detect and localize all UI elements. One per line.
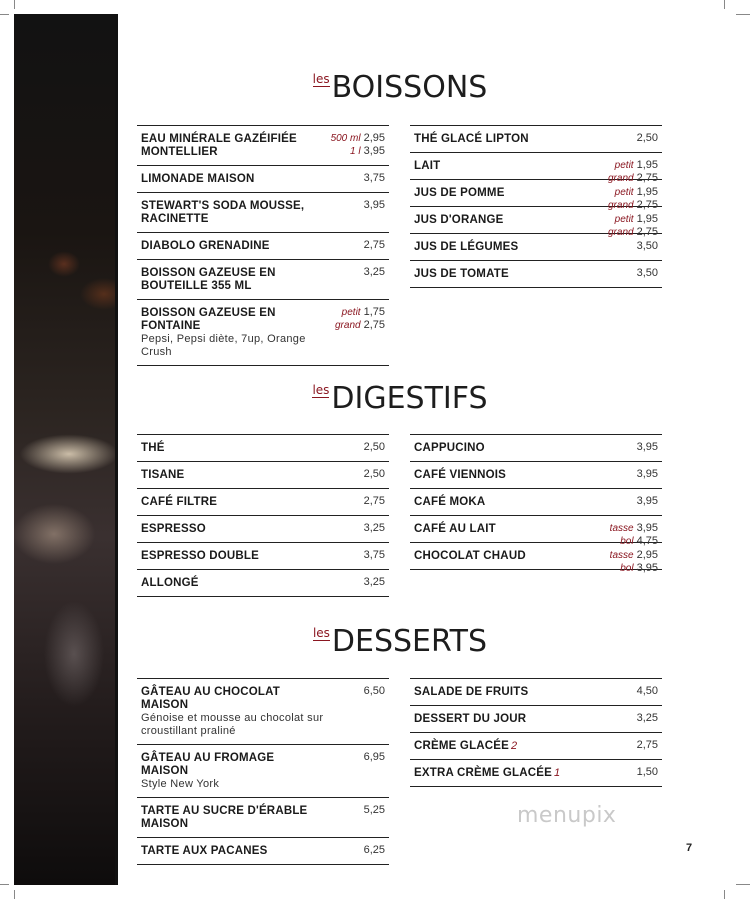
menu-item-description: Style New York bbox=[141, 778, 220, 790]
price-size-label: grand bbox=[335, 320, 361, 331]
menu-item-name-text: LIMONADE MAISON bbox=[141, 173, 255, 185]
menu-item-prices bbox=[637, 132, 658, 145]
menu-item bbox=[137, 798, 389, 838]
menu-item-prices bbox=[364, 844, 385, 857]
menu-item-name bbox=[414, 740, 589, 753]
menu-item-name bbox=[141, 469, 316, 482]
photo-edge bbox=[115, 14, 118, 885]
price-value: 1,75 bbox=[363, 306, 385, 318]
menu-item-name-text: SALADE DE FRUITS bbox=[414, 686, 529, 698]
digestifs-left-column bbox=[137, 434, 389, 597]
menu-item-name-text: TARTE AUX PACANES bbox=[141, 845, 268, 857]
menu-item bbox=[410, 760, 662, 787]
price-value: 3,25 bbox=[363, 576, 385, 588]
price-line bbox=[364, 549, 385, 562]
price-line bbox=[608, 159, 658, 172]
price-line bbox=[331, 145, 385, 158]
menu-item-prices bbox=[364, 441, 385, 454]
section-prefix: les bbox=[312, 626, 330, 640]
menu-item bbox=[410, 153, 662, 184]
price-value: 2,75 bbox=[636, 226, 658, 238]
crop-mark bbox=[736, 14, 750, 15]
menu-item-name-text: LAIT bbox=[414, 160, 441, 172]
menu-item-name bbox=[141, 550, 316, 563]
crop-mark bbox=[724, 890, 725, 899]
price-line bbox=[637, 766, 658, 779]
menu-item-name bbox=[141, 267, 316, 293]
price-line bbox=[364, 441, 385, 454]
menu-item-name-text: BOISSON GAZEUSE EN FONTAINE bbox=[141, 307, 276, 332]
boissons-left-column bbox=[137, 125, 389, 366]
price-line bbox=[364, 685, 385, 698]
menu-item bbox=[410, 180, 662, 211]
menu-item-prices bbox=[364, 522, 385, 535]
price-value: 1,95 bbox=[636, 186, 658, 198]
desserts-left-column bbox=[137, 678, 389, 865]
boissons-right-column bbox=[410, 125, 662, 288]
menu-item-prices bbox=[364, 239, 385, 252]
menu-item-name bbox=[414, 686, 589, 699]
menu-item-name bbox=[141, 307, 316, 333]
menu-item bbox=[410, 489, 662, 516]
menu-item-name bbox=[141, 240, 316, 253]
price-line bbox=[364, 844, 385, 857]
menu-item-name-text: DESSERT DU JOUR bbox=[414, 713, 527, 725]
menu-item-name-text: ALLONGÉ bbox=[141, 577, 199, 589]
crop-mark bbox=[14, 0, 15, 9]
menu-item-name bbox=[414, 214, 589, 227]
price-line bbox=[364, 751, 385, 764]
menu-item-name bbox=[141, 496, 316, 509]
menu-item-prices bbox=[637, 441, 658, 454]
menu-item bbox=[137, 166, 389, 193]
price-line bbox=[608, 186, 658, 199]
price-value: 1,95 bbox=[636, 213, 658, 225]
menu-item-name bbox=[414, 550, 589, 563]
menu-item-prices bbox=[637, 739, 658, 752]
price-line bbox=[610, 549, 658, 562]
menu-item-description: Génoise et mousse au chocolat sur croustillant praliné bbox=[141, 712, 324, 737]
menu-item bbox=[410, 261, 662, 288]
menu-item bbox=[410, 706, 662, 733]
menu-item-prices bbox=[610, 549, 658, 575]
price-line bbox=[364, 239, 385, 252]
menu-item bbox=[410, 679, 662, 706]
price-line bbox=[637, 240, 658, 253]
menu-item-name bbox=[414, 496, 589, 509]
price-size-label: petit bbox=[341, 307, 361, 318]
price-value: 3,95 bbox=[636, 441, 658, 453]
price-value: 2,75 bbox=[363, 319, 385, 331]
price-value: 3,95 bbox=[636, 495, 658, 507]
menu-item-name bbox=[141, 805, 316, 831]
menu-item-name-text: TARTE AU SUCRE D'ÉRABLE MAISON bbox=[141, 805, 308, 830]
price-size-label: 500 ml bbox=[330, 133, 361, 144]
crop-mark bbox=[0, 14, 9, 15]
price-value: 3,25 bbox=[363, 266, 385, 278]
price-value: 1,50 bbox=[636, 766, 658, 778]
price-line bbox=[335, 319, 385, 332]
menu-item bbox=[137, 233, 389, 260]
price-value: 3,95 bbox=[636, 522, 658, 534]
menu-item-prices bbox=[637, 766, 658, 779]
menu-item bbox=[137, 126, 389, 166]
price-size-label: petit bbox=[614, 187, 634, 198]
price-value: 6,95 bbox=[363, 751, 385, 763]
menu-item-name-text: CHOCOLAT CHAUD bbox=[414, 550, 526, 562]
menu-item-prices bbox=[364, 199, 385, 212]
menu-item-name-text: JUS DE POMME bbox=[414, 187, 505, 199]
menu-item-name-text: TISANE bbox=[141, 469, 185, 481]
price-value: 5,25 bbox=[363, 804, 385, 816]
menu-item bbox=[137, 489, 389, 516]
menu-item-name bbox=[141, 686, 316, 712]
price-value: 3,75 bbox=[363, 172, 385, 184]
price-value: 3,50 bbox=[636, 240, 658, 252]
menu-item-name bbox=[141, 133, 316, 159]
menu-item bbox=[137, 838, 389, 865]
menu-item-name bbox=[141, 200, 316, 226]
section-title-digestifs bbox=[0, 381, 750, 416]
price-value: 2,75 bbox=[636, 172, 658, 184]
menu-item bbox=[137, 745, 389, 798]
price-value: 3,50 bbox=[636, 267, 658, 279]
crop-mark bbox=[0, 884, 9, 885]
menu-item-name bbox=[141, 173, 316, 186]
price-value: 4,50 bbox=[636, 685, 658, 697]
price-value: 3,75 bbox=[363, 549, 385, 561]
price-size-label: bol bbox=[620, 563, 634, 574]
menu-item bbox=[410, 126, 662, 153]
menu-item bbox=[137, 300, 389, 366]
menu-item-name bbox=[414, 767, 589, 780]
menu-item-name-text: EAU MINÉRALE GAZÉIFIÉE MONTELLIER bbox=[141, 133, 297, 158]
menu-item bbox=[137, 260, 389, 300]
price-line bbox=[637, 132, 658, 145]
menu-item-name-text: DIABOLO GRENADINE bbox=[141, 240, 270, 252]
menu-item-name bbox=[414, 241, 589, 254]
menu-item bbox=[137, 679, 389, 745]
price-line bbox=[364, 266, 385, 279]
price-value: 2,95 bbox=[363, 132, 385, 144]
menu-item-prices bbox=[637, 685, 658, 698]
price-line bbox=[364, 522, 385, 535]
menu-item-prices bbox=[637, 267, 658, 280]
menu-item-prices bbox=[364, 266, 385, 279]
menu-item-name-text: CAFÉ FILTRE bbox=[141, 496, 218, 508]
price-value: 2,95 bbox=[636, 549, 658, 561]
price-line bbox=[610, 562, 658, 575]
menu-item-name-text: CAFÉ AU LAIT bbox=[414, 523, 496, 535]
price-line bbox=[637, 495, 658, 508]
price-line bbox=[637, 267, 658, 280]
menu-item-name-text: JUS D'ORANGE bbox=[414, 214, 504, 226]
price-line bbox=[637, 739, 658, 752]
menu-item-name bbox=[141, 577, 316, 590]
price-line bbox=[608, 213, 658, 226]
menu-item-prices bbox=[637, 240, 658, 253]
menu-item-name bbox=[141, 845, 316, 858]
price-line bbox=[610, 522, 658, 535]
menu-item-name bbox=[414, 133, 589, 146]
price-line bbox=[364, 804, 385, 817]
menu-item-name-text: GÂTEAU AU FROMAGE MAISON bbox=[141, 752, 275, 777]
menu-item bbox=[410, 435, 662, 462]
menu-item bbox=[137, 462, 389, 489]
menu-item-prices bbox=[364, 685, 385, 698]
menu-item-name-text: JUS DE TOMATE bbox=[414, 268, 509, 280]
crop-mark bbox=[724, 0, 725, 9]
menu-item-prices bbox=[364, 495, 385, 508]
menu-item-prices bbox=[637, 468, 658, 481]
menu-item-name bbox=[141, 523, 316, 536]
menu-item-name-text: EXTRA CRÈME GLACÉE bbox=[414, 767, 552, 779]
section-title-desserts bbox=[0, 624, 750, 659]
section-title-text: DESSERTS bbox=[331, 624, 488, 659]
price-value: 2,75 bbox=[636, 739, 658, 751]
price-line bbox=[637, 712, 658, 725]
menu-item-name-text: CAFÉ VIENNOIS bbox=[414, 469, 507, 481]
price-line bbox=[331, 132, 385, 145]
watermark: menupix bbox=[517, 803, 617, 828]
menu-item-prices bbox=[364, 751, 385, 764]
menu-item-name bbox=[414, 187, 589, 200]
menu-item-prices bbox=[637, 712, 658, 725]
menu-item bbox=[137, 543, 389, 570]
menu-item bbox=[410, 733, 662, 760]
section-prefix: les bbox=[312, 72, 330, 86]
desserts-right-column bbox=[410, 678, 662, 787]
menu-item-name-text: THÉ bbox=[141, 442, 165, 454]
price-size-label: tasse bbox=[609, 523, 634, 534]
price-size-label: 1 l bbox=[350, 146, 361, 157]
menu-item-name-text: ESPRESSO DOUBLE bbox=[141, 550, 260, 562]
menu-item-name-text: CAPPUCINO bbox=[414, 442, 485, 454]
price-value: 2,50 bbox=[363, 468, 385, 480]
price-value: 2,50 bbox=[363, 441, 385, 453]
price-value: 2,75 bbox=[363, 495, 385, 507]
section-title-boissons bbox=[0, 70, 750, 105]
menu-item-name-text: CAFÉ MOKA bbox=[414, 496, 486, 508]
price-value: 6,50 bbox=[363, 685, 385, 697]
price-value: 3,25 bbox=[363, 522, 385, 534]
price-value: 3,95 bbox=[363, 145, 385, 157]
price-value: 1,95 bbox=[636, 159, 658, 171]
menu-item-name bbox=[414, 713, 589, 726]
cafe-photo bbox=[14, 14, 115, 885]
price-size-label: tasse bbox=[609, 550, 634, 561]
price-value: 2,75 bbox=[636, 199, 658, 211]
menu-item-name bbox=[141, 442, 316, 455]
menu-item-name-text: GÂTEAU AU CHOCOLAT MAISON bbox=[141, 686, 281, 711]
menu-item-name bbox=[414, 523, 589, 536]
scoop-count: 2 bbox=[511, 740, 518, 752]
menu-item-description: Pepsi, Pepsi diète, 7up, Orange Crush bbox=[141, 333, 306, 358]
price-value: 3,95 bbox=[636, 468, 658, 480]
menu-item-name bbox=[414, 268, 589, 281]
price-line bbox=[335, 306, 385, 319]
price-line bbox=[637, 685, 658, 698]
menu-item bbox=[410, 234, 662, 261]
price-value: 3,95 bbox=[636, 562, 658, 574]
price-size-label: petit bbox=[614, 160, 634, 171]
menu-item-name-text: THÉ GLACÉ LIPTON bbox=[414, 133, 529, 145]
price-value: 2,75 bbox=[363, 239, 385, 251]
page-number: 7 bbox=[686, 842, 693, 854]
menu-item-name bbox=[414, 469, 589, 482]
menu-item-name-text: JUS DE LÉGUMES bbox=[414, 241, 519, 253]
menu-item-name-text: ESPRESSO bbox=[141, 523, 206, 535]
menu-item-prices bbox=[364, 468, 385, 481]
price-line bbox=[364, 576, 385, 589]
section-title-text: BOISSONS bbox=[331, 70, 488, 105]
price-line bbox=[364, 199, 385, 212]
section-title-text: DIGESTIFS bbox=[331, 381, 488, 416]
menu-item-prices bbox=[331, 132, 385, 158]
menu-item bbox=[410, 207, 662, 238]
menu-item-prices bbox=[364, 549, 385, 562]
price-value: 6,25 bbox=[363, 844, 385, 856]
menu-item-name-text: BOISSON GAZEUSE EN BOUTEILLE 355 ML bbox=[141, 267, 276, 292]
price-size-label: grand bbox=[608, 227, 634, 238]
price-value: 3,25 bbox=[636, 712, 658, 724]
menu-item-prices bbox=[364, 172, 385, 185]
menu-item-prices bbox=[335, 306, 385, 332]
menu-item bbox=[137, 193, 389, 233]
price-line bbox=[364, 495, 385, 508]
menu-item-prices bbox=[364, 804, 385, 817]
price-value: 2,50 bbox=[636, 132, 658, 144]
menu-item bbox=[137, 570, 389, 597]
price-value: 3,95 bbox=[363, 199, 385, 211]
digestifs-right-column bbox=[410, 434, 662, 574]
crop-mark bbox=[736, 884, 750, 885]
section-prefix: les bbox=[312, 383, 330, 397]
menu-item bbox=[410, 462, 662, 489]
menu-item bbox=[410, 543, 662, 574]
price-line bbox=[364, 172, 385, 185]
menu-item bbox=[137, 435, 389, 462]
price-size-label: grand bbox=[608, 200, 634, 211]
menu-item-prices bbox=[637, 495, 658, 508]
menu-item-name bbox=[414, 160, 589, 173]
menu-item-name-text: STEWART'S SODA MOUSSE, RACINETTE bbox=[141, 200, 305, 225]
scoop-count: 1 bbox=[554, 767, 561, 779]
price-line bbox=[637, 441, 658, 454]
menu-item bbox=[410, 516, 662, 547]
price-size-label: grand bbox=[608, 173, 634, 184]
price-size-label: bol bbox=[620, 536, 634, 547]
price-value: 4,75 bbox=[636, 535, 658, 547]
menu-item-name-text: CRÈME GLACÉE bbox=[414, 740, 510, 752]
menu-item-prices bbox=[364, 576, 385, 589]
price-size-label: petit bbox=[614, 214, 634, 225]
menu-item-name bbox=[414, 442, 589, 455]
crop-mark bbox=[14, 890, 15, 899]
price-line bbox=[637, 468, 658, 481]
menu-item-name bbox=[141, 752, 316, 778]
menu-item bbox=[137, 516, 389, 543]
price-line bbox=[364, 468, 385, 481]
